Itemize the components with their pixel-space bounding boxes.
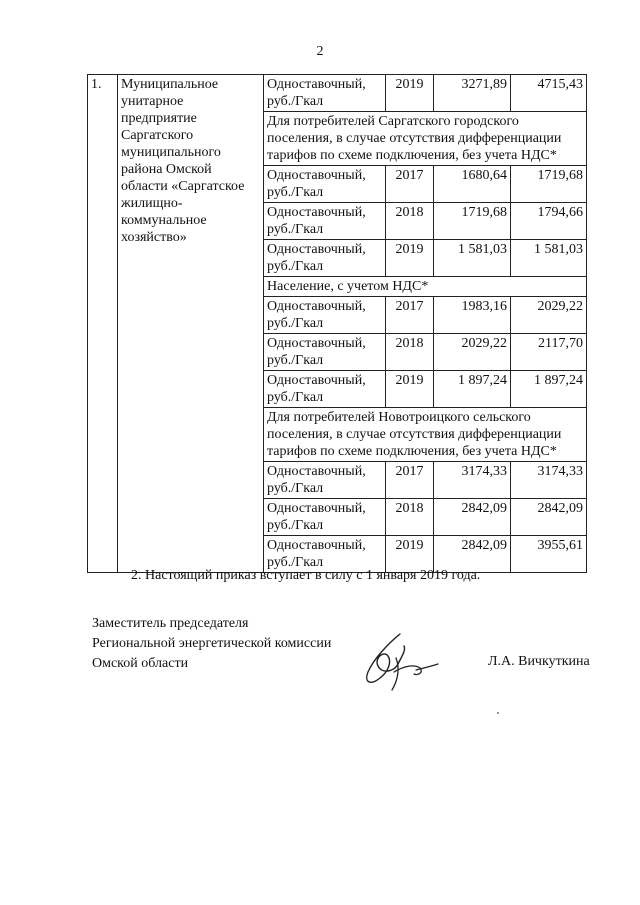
scan-speck xyxy=(497,712,499,714)
tariff-value-cell: 1 581,03 xyxy=(434,240,511,277)
tariff-value-cell: 2842,09 xyxy=(511,499,587,536)
rate-type-cell: Одноставочный, руб./Гкал xyxy=(264,203,386,240)
tariff-value-cell: 1 897,24 xyxy=(434,371,511,408)
signatory-title xyxy=(92,614,331,674)
tariff-value-cell: 1983,16 xyxy=(434,297,511,334)
tariff-value-cell: 1680,64 xyxy=(434,166,511,203)
signatory-title-line: Региональной энергетической комиссии xyxy=(92,636,332,651)
tariff-value-cell: 2117,70 xyxy=(511,334,587,371)
rate-type-cell: Одноставочный, руб./Гкал xyxy=(264,499,386,536)
tariff-value-cell: 2842,09 xyxy=(434,536,511,573)
year-cell: 2019 xyxy=(386,536,434,573)
signatory-title-line: Омской области xyxy=(92,656,189,671)
rate-type-cell: Одноставочный, руб./Гкал xyxy=(264,75,386,112)
rate-type-cell: Одноставочный, руб./Гкал xyxy=(264,166,386,203)
year-cell: 2019 xyxy=(386,75,434,112)
tariff-value-cell: 3174,33 xyxy=(511,462,587,499)
rate-type-cell: Одноставочный, руб./Гкал xyxy=(264,334,386,371)
group-heading: Население, с учетом НДС* xyxy=(264,277,587,297)
year-cell: 2017 xyxy=(386,297,434,334)
group-heading: Для потребителей Саргатского городского поселения, в случае отсутствия дифференциации тарифов по схеме подключения, без учета НДС* xyxy=(264,112,587,166)
page-number: 2 xyxy=(316,44,324,59)
row-number-cell: 1. xyxy=(88,75,118,573)
handwritten-signature xyxy=(360,628,442,696)
rate-type-cell: Одноставочный, руб./Гкал xyxy=(264,536,386,573)
year-cell: 2019 xyxy=(386,240,434,277)
tariff-value-cell: 4715,43 xyxy=(511,75,587,112)
tariff-value-cell: 3955,61 xyxy=(511,536,587,573)
rate-type-cell: Одноставочный, руб./Гкал xyxy=(264,462,386,499)
signer-name: Л.А. Вичкуткина xyxy=(488,654,590,669)
tariff-value-cell: 1719,68 xyxy=(511,166,587,203)
year-cell: 2019 xyxy=(386,371,434,408)
signatory-title-line: Заместитель председателя xyxy=(92,616,249,631)
paragraph-effective-date: 2. Настоящий приказ вступает в силу с 1 января 2019 года. xyxy=(131,568,481,583)
year-cell: 2018 xyxy=(386,203,434,240)
year-cell: 2018 xyxy=(386,334,434,371)
rate-type-cell: Одноставочный, руб./Гкал xyxy=(264,371,386,408)
rate-type-cell: Одноставочный, руб./Гкал xyxy=(264,240,386,277)
tariff-value-cell: 2029,22 xyxy=(511,297,587,334)
tariff-value-cell: 2842,09 xyxy=(434,499,511,536)
tariff-value-cell: 1794,66 xyxy=(511,203,587,240)
tariff-table xyxy=(87,74,587,573)
table-row xyxy=(88,75,587,112)
year-cell: 2018 xyxy=(386,499,434,536)
year-cell: 2017 xyxy=(386,166,434,203)
organization-cell: Муниципальное унитарное предприятие Саргатского муниципального района Омской области «Саргатское жилищно-коммунальное хозяйство» xyxy=(118,75,264,573)
tariff-value-cell: 3271,89 xyxy=(434,75,511,112)
tariff-value-cell: 1 581,03 xyxy=(511,240,587,277)
rate-type-cell: Одноставочный, руб./Гкал xyxy=(264,297,386,334)
tariff-value-cell: 2029,22 xyxy=(434,334,511,371)
tariff-value-cell: 3174,33 xyxy=(434,462,511,499)
tariff-value-cell: 1 897,24 xyxy=(511,371,587,408)
group-heading: Для потребителей Новотроицкого сельского поселения, в случае отсутствия дифференциации тарифов по схеме подключения, без учета НДС* xyxy=(264,408,587,462)
year-cell: 2017 xyxy=(386,462,434,499)
tariff-value-cell: 1719,68 xyxy=(434,203,511,240)
